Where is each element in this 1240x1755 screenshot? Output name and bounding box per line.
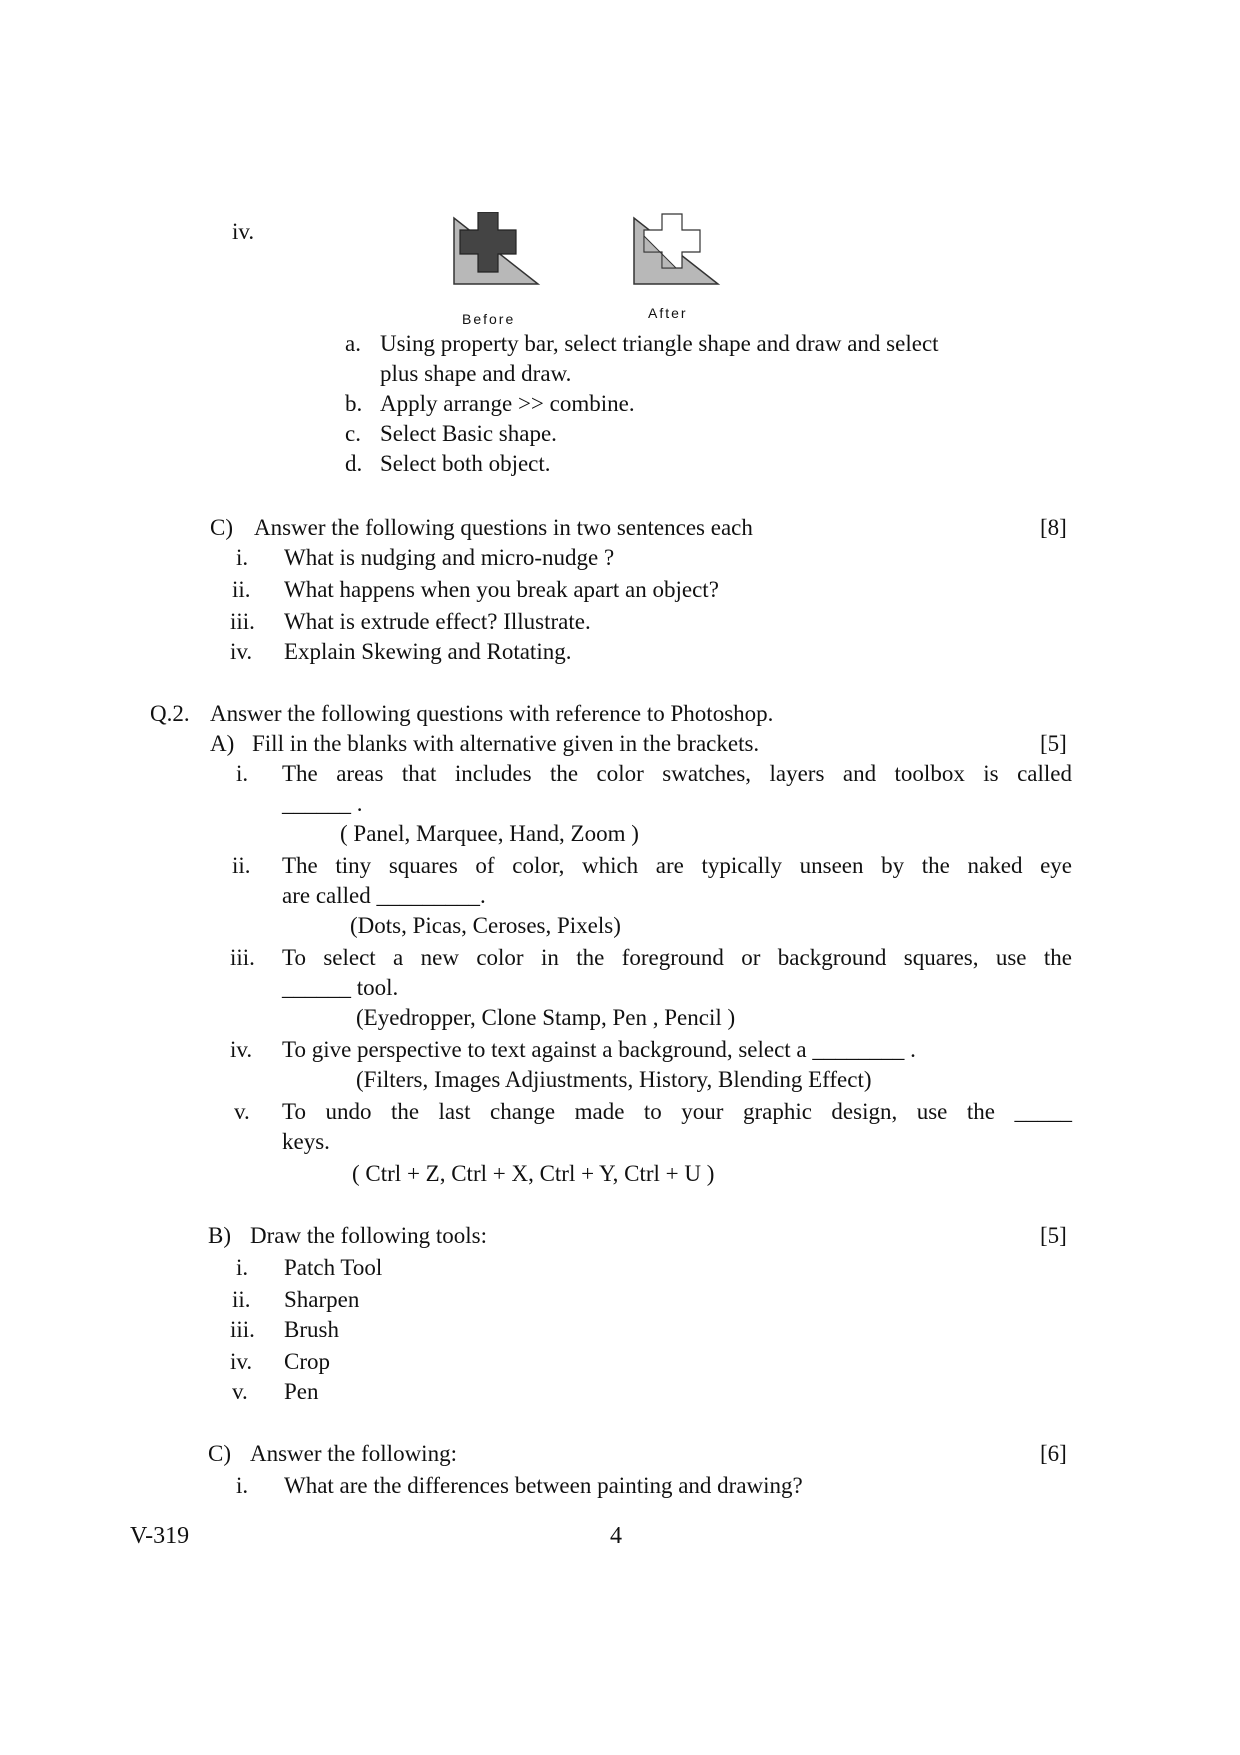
- q2a-v-line2: keys.: [282, 1129, 330, 1154]
- q2a-v-line1: To undo the last change made to your graphic design, use the _____: [282, 1099, 1072, 1124]
- q2b-iv-num: iv.: [230, 1349, 253, 1374]
- q1c-q3-text: What is extrude effect? Illustrate.: [284, 609, 591, 634]
- q2a-iii-num: iii.: [230, 945, 255, 970]
- option-b-letter: b.: [345, 391, 363, 416]
- q2b-v-text: Pen: [284, 1379, 319, 1404]
- q2a-v-options: ( Ctrl + Z, Ctrl + X, Ctrl + Y, Ctrl + U ): [352, 1161, 715, 1186]
- q2a-ii-line2: are called _________.: [282, 883, 486, 908]
- q2b-marks: [5]: [1040, 1223, 1067, 1248]
- q1c-marks: [8]: [1040, 515, 1067, 540]
- q2a-iii-line1: To select a new color in the foreground or background squares, use the: [282, 945, 1072, 970]
- q1c-label: C): [210, 515, 233, 540]
- option-a-text-line2: plus shape and draw.: [380, 361, 572, 386]
- option-c-letter: c.: [345, 421, 361, 446]
- q2b-iii-text: Brush: [284, 1317, 339, 1342]
- before-label: Before: [462, 311, 516, 327]
- q1c-q2-num: ii.: [232, 577, 251, 602]
- after-figure: [632, 212, 722, 288]
- q2a-iii-line2: ______ tool.: [282, 975, 399, 1000]
- q2a-marks: [5]: [1040, 731, 1067, 756]
- footer-code: V-319: [130, 1523, 190, 1549]
- q2b-title: Draw the following tools:: [250, 1223, 487, 1248]
- q2a-ii-line1: The tiny squares of color, which are typically unseen by the naked eye: [282, 853, 1072, 878]
- q1c-q4-num: iv.: [230, 639, 253, 664]
- q2b-i-text: Patch Tool: [284, 1255, 383, 1280]
- q1c-q3-num: iii.: [230, 609, 255, 634]
- q2-title: Answer the following questions with reference to Photoshop.: [210, 701, 774, 726]
- q2-number: Q.2.: [150, 701, 190, 726]
- option-d-letter: d.: [345, 451, 363, 476]
- q2b-ii-num: ii.: [232, 1287, 251, 1312]
- q2a-ii-num: ii.: [232, 853, 251, 878]
- after-label: After: [648, 305, 688, 321]
- q1c-q4-text: Explain Skewing and Rotating.: [284, 639, 572, 664]
- option-d-text: Select both object.: [380, 451, 551, 476]
- q2b-iv-text: Crop: [284, 1349, 330, 1374]
- q2b-label: B): [208, 1223, 231, 1248]
- q2b-i-num: i.: [236, 1255, 249, 1280]
- before-figure: [452, 212, 542, 288]
- q2a-v-num: v.: [234, 1099, 250, 1124]
- q2c-i-text: What are the differences between painting and drawing?: [284, 1473, 803, 1498]
- item-iv-number: iv.: [232, 219, 255, 244]
- q2c-marks: [6]: [1040, 1441, 1067, 1466]
- footer-page-number: 4: [610, 1523, 622, 1549]
- q1c-title: Answer the following questions in two sentences each: [254, 515, 753, 540]
- q2a-iii-options: (Eyedropper, Clone Stamp, Pen , Pencil ): [356, 1005, 736, 1030]
- q2a-iv-options: (Filters, Images Adjiustments, History, Blending Effect): [356, 1067, 872, 1092]
- q2a-i-options: ( Panel, Marquee, Hand, Zoom ): [340, 821, 639, 846]
- q2a-label: A): [210, 731, 235, 756]
- q1c-q1-num: i.: [236, 545, 249, 570]
- q1c-q1-text: What is nudging and micro-nudge ?: [284, 545, 615, 570]
- q2a-title: Fill in the blanks with alternative given in the brackets.: [252, 731, 760, 756]
- q2c-title: Answer the following:: [250, 1441, 457, 1466]
- option-a-text-line1: Using property bar, select triangle shape and draw and select: [380, 331, 939, 356]
- q1c-q2-text: What happens when you break apart an object?: [284, 577, 719, 602]
- q2b-ii-text: Sharpen: [284, 1287, 360, 1312]
- q2a-i-line2: ______ .: [282, 791, 363, 816]
- q2a-i-num: i.: [236, 761, 249, 786]
- q2b-v-num: v.: [232, 1379, 248, 1404]
- q2a-iv-line1: To give perspective to text against a background, select a ________ .: [282, 1037, 916, 1062]
- q2b-iii-num: iii.: [230, 1317, 255, 1342]
- q2a-iv-num: iv.: [230, 1037, 253, 1062]
- q2c-i-num: i.: [236, 1473, 249, 1498]
- q2a-i-line1: The areas that includes the color swatches, layers and toolbox is called: [282, 761, 1072, 786]
- option-b-text: Apply arrange >> combine.: [380, 391, 635, 416]
- q2a-ii-options: (Dots, Picas, Ceroses, Pixels): [350, 913, 621, 938]
- option-a-letter: a.: [345, 331, 361, 356]
- option-c-text: Select Basic shape.: [380, 421, 557, 446]
- q2c-label: C): [208, 1441, 231, 1466]
